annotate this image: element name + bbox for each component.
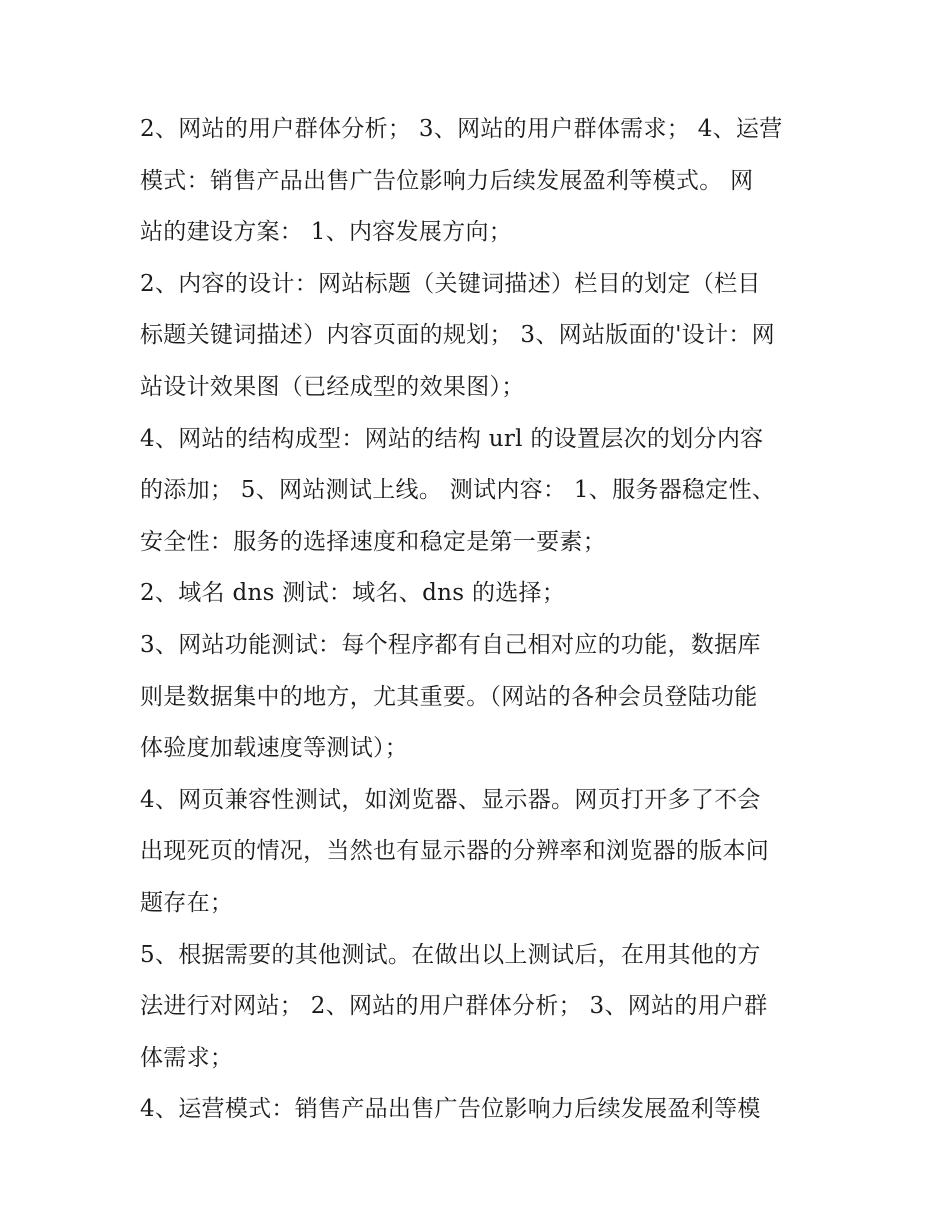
text-line: 3、网站功能测试：每个程序都有自己相对应的功能，数据库: [140, 631, 761, 658]
text-line: 站的建设方案： 1、内容发展方向；: [140, 219, 513, 246]
text-line: 体需求；: [140, 1044, 234, 1071]
text-line: 标题关键词描述）内容页面的规划； 3、网站版面的'设计：网: [140, 322, 775, 349]
text-line: 则是数据集中的地方，尤其重要。（网站的各种会员登陆功能: [140, 683, 758, 710]
text-line: 体验度加载速度等测试）；: [140, 735, 409, 762]
text-line: 题存在；: [140, 889, 234, 916]
text-line: 2、网站的用户群体分析； 3、网站的用户群体需求； 4、运营: [140, 116, 783, 142]
text-line: 出现死页的情况，当然也有显示器的分辨率和浏览器的版本问: [140, 838, 770, 865]
text-line: 的添加； 5、网站测试上线。 测试内容： 1、服务器稳定性、: [140, 477, 776, 504]
text-line: 4、网站的结构成型：网站的结构 url 的设置层次的划分内容: [140, 425, 764, 452]
text-line: 4、网页兼容性测试，如浏览器、显示器。网页打开多了不会: [140, 786, 761, 813]
text-line: 5、根据需要的其他测试。在做出以上测试后，在用其他的方: [140, 941, 761, 968]
text-line: 2、域名 dns 测试：域名、dns 的选择；: [140, 580, 566, 607]
text-line: 法进行对网站； 2、网站的用户群体分析； 3、网站的用户群: [140, 993, 768, 1020]
text-line: 2、内容的设计：网站标题（关键词描述）栏目的划定（栏目: [140, 270, 761, 297]
text-line: 安全性：服务的选择速度和稳定是第一要素；: [140, 528, 606, 555]
text-line: 站设计效果图（已经成型的效果图）；: [140, 373, 525, 400]
body-text: [140, 104, 820, 1136]
text-line: 模式：销售产品出售广告位影响力后续发展盈利等模式。 网: [140, 167, 754, 194]
text-line: 4、运营模式：销售产品出售广告位影响力后续发展盈利等模: [140, 1096, 761, 1123]
